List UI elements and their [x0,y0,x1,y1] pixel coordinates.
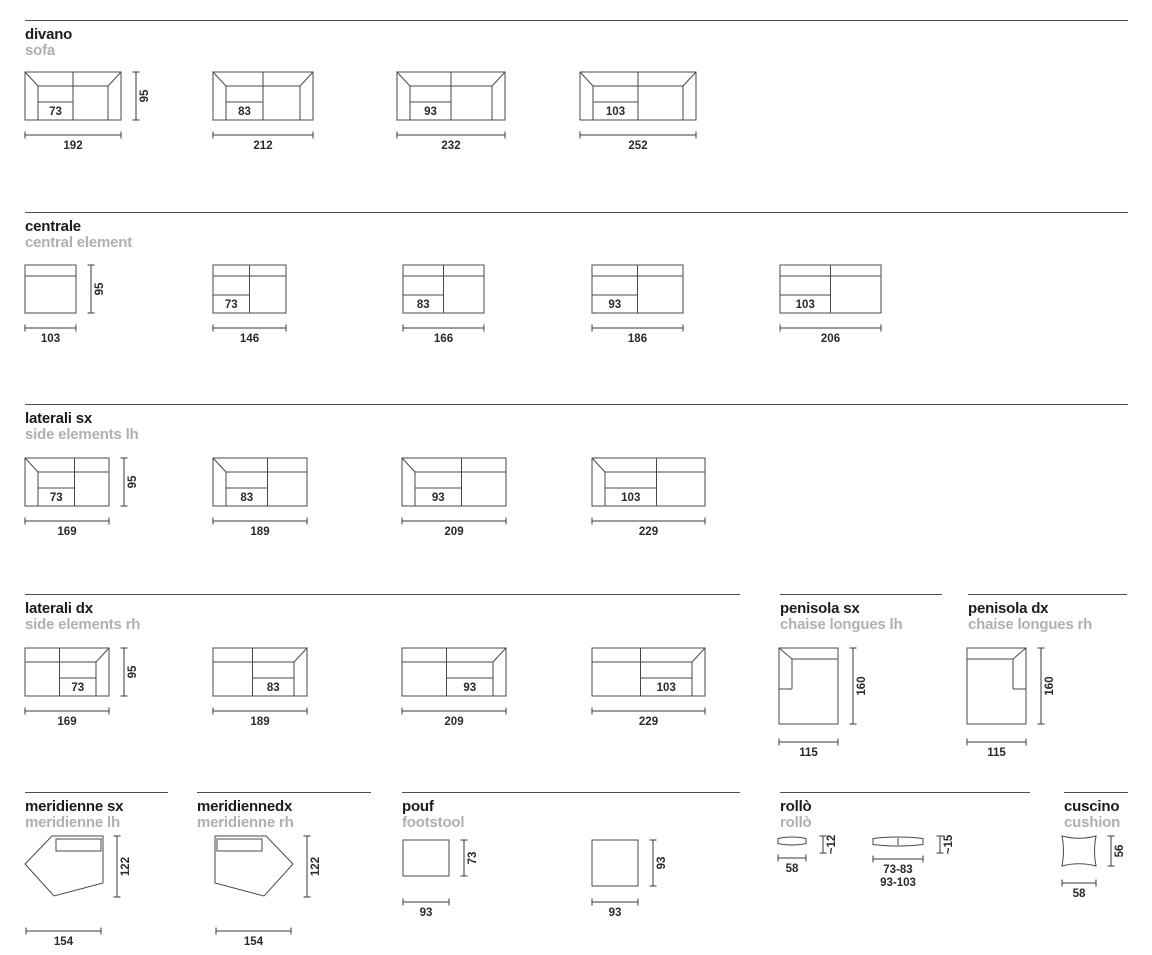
sofa-left-drawing [400,456,568,540]
section-title-divano: divano [25,26,73,43]
module-pouf [590,838,700,924]
depth-dim-label: ~12 [826,834,838,855]
width-dim-label: 115 [799,747,818,759]
depth-dim [88,265,107,313]
seat-dim-label: 93 [431,492,445,504]
sofa-left-drawing [23,456,171,540]
section-subtitle-divano: sofa [25,42,56,59]
bolster-drawing [871,834,985,896]
module-central-split [590,263,745,347]
width-dim-label: 209 [444,716,464,728]
depth-dim [1038,648,1057,724]
width-dim-label: 206 [820,333,841,345]
section-title-rollo: rollò [780,798,812,815]
width-dim-label: 252 [628,140,648,152]
module-sofa-right [23,646,171,730]
depth-dim [850,648,869,724]
module-sofa-left [23,456,171,540]
width-dim [967,739,1026,760]
width-dim [592,708,705,729]
width-dim [1062,880,1096,901]
width-dim [25,132,121,153]
seat-dim-label: 83 [240,492,254,504]
sofa-left-drawing [590,456,767,540]
module-central-split [401,263,546,347]
central-plain-drawing [23,263,138,347]
section-subtitle-laterali-sx: side elements lh [25,426,139,443]
width-dim [780,325,881,346]
width-dim [26,928,101,949]
central-split-drawing [590,263,745,347]
section-subtitle-meridienne-sx: meridienne lh [25,814,120,831]
width-dim-label: 58 [1072,888,1086,900]
width-dim [592,899,638,920]
seat-dim-label: 93 [608,299,622,311]
module-sofa [23,70,183,154]
seat-dim-label: 83 [266,682,280,694]
section-rule-centrale [25,212,1128,213]
module-sofa-left [590,456,767,540]
section-subtitle-pouf: footstool [402,814,465,831]
width-dim [213,132,313,153]
module-sofa-right [590,646,767,730]
depth-dim [820,835,839,855]
depth-dim-label: 95 [139,89,151,103]
section-subtitle-penisola-dx: chaise longues rh [968,616,1093,633]
module-sofa-right [400,646,568,730]
width-dim [779,739,838,760]
width-dim-label: 166 [433,333,454,345]
width-dim-label: 212 [253,140,273,152]
section-rule-penisola-dx [968,594,1127,595]
seat-dim-label: 83 [238,106,251,118]
width-dim [402,518,506,539]
width-dim-label: 73-83 [883,864,913,876]
depth-dim-label: 95 [94,282,106,296]
section-subtitle-laterali-dx: side elements rh [25,616,141,633]
seat-dim-label: 73 [49,492,63,504]
width-dim-label: 232 [441,140,461,152]
depth-dim [937,834,956,854]
width-dim-label: 192 [63,140,83,152]
depth-dim [114,836,133,897]
section-rule-laterali-sx [25,404,1128,405]
module-central-split [211,263,348,347]
width-dim-label: 103 [40,333,61,345]
module-meridienne-left [23,834,153,952]
width-dim [592,325,683,346]
width-dim-label: 93 [608,907,622,919]
seat-dim-label: 93 [463,682,477,694]
width-dim [213,325,286,346]
module-sofa [395,70,567,154]
depth-dim-label: 95 [127,475,139,489]
width-dim-label: 146 [239,333,260,345]
sofa-drawing [211,70,375,154]
section-subtitle-penisola-sx: chaise longues lh [780,616,903,633]
bolster-drawing [776,834,868,896]
depth-dim-label: 73 [467,851,479,865]
pouf-drawing [401,838,511,924]
depth-dim-label: 122 [310,856,322,877]
module-bolster [871,834,985,896]
section-rule-meridienne-dx [197,792,371,793]
width-dim-label: 186 [627,333,648,345]
module-sofa-right [211,646,369,730]
section-rule-divano [25,20,1128,21]
chaise-left-drawing [777,646,900,762]
section-title-penisola-dx: penisola dx [968,600,1049,617]
seat-dim-label: 93 [424,106,437,118]
width-dim [25,518,109,539]
section-title-laterali-sx: laterali sx [25,410,93,427]
module-central-plain [23,263,138,347]
width-dim [592,518,705,539]
width-dim-label: 58 [785,863,799,875]
width-dim [403,899,449,920]
cushion-drawing [1060,834,1152,904]
depth-dim [304,836,323,897]
section-subtitle-meridienne-dx: meridienne rh [197,814,294,831]
section-rule-laterali-dx [25,594,740,595]
width-dim-label: 189 [250,526,270,538]
depth-dim-label: ~15 [943,834,955,855]
module-cushion [1060,834,1152,904]
section-rule-meridienne-sx [25,792,168,793]
section-title-centrale: centrale [25,218,81,235]
module-meridienne-right [213,834,343,952]
depth-dim-label: 122 [120,856,132,877]
width-dim-label: 229 [638,716,659,728]
module-sofa [578,70,758,154]
module-bolster [776,834,868,896]
depth-dim [121,458,140,506]
seat-dim-label: 103 [621,492,641,504]
section-title-penisola-sx: penisola sx [780,600,860,617]
depth-dim-label: 160 [856,676,868,696]
width-dim [402,708,506,729]
section-rule-pouf [402,792,740,793]
depth-dim [650,840,669,886]
width-dim-label: 169 [57,716,77,728]
section-title-laterali-dx: laterali dx [25,600,93,617]
chaise-right-drawing [965,646,1088,762]
width-dim-label: 154 [53,936,74,948]
section-rule-penisola-sx [780,594,942,595]
sofa-left-drawing [211,456,369,540]
depth-dim [121,648,140,696]
width-dim-label: 229 [638,526,659,538]
sofa-drawing [395,70,567,154]
section-title-pouf: pouf [402,798,434,815]
width-dim [403,325,484,346]
sofa-drawing [578,70,758,154]
module-central-split [778,263,943,347]
width-dim-label: 209 [444,526,464,538]
module-chaise-left [777,646,900,762]
section-subtitle-centrale: central element [25,234,133,251]
seat-dim-label: 103 [656,682,676,694]
width-dim-label: 154 [243,936,264,948]
central-split-drawing [778,263,943,347]
meridienne-left-drawing [23,834,153,952]
depth-dim [133,72,152,120]
section-subtitle-cuscino: cushion [1064,814,1121,831]
seat-dim-label: 103 [795,299,815,311]
seat-dim-label: 103 [605,106,626,118]
seat-dim-label: 73 [49,106,62,118]
width-dim [397,132,505,153]
section-title-meridienne-dx: meridiennedx [197,798,293,815]
section-title-cuscino: cuscino [1064,798,1120,815]
depth-dim-label: 93 [656,856,668,870]
section-subtitle-rollo: rollò [780,814,812,831]
width-dim [213,708,307,729]
module-pouf [401,838,511,924]
width-dim [213,518,307,539]
section-title-meridienne-sx: meridienne sx [25,798,124,815]
section-rule-rollo [780,792,1030,793]
pouf-drawing [590,838,700,924]
seat-dim-label: 73 [224,299,238,311]
module-chaise-right [965,646,1088,762]
width-dim [25,325,76,346]
depth-dim [1108,836,1127,866]
depth-dim-label: 56 [1114,844,1126,858]
sofa-right-drawing [23,646,171,730]
width-dim-label: 189 [250,716,270,728]
width-dim-label: 169 [57,526,77,538]
width-dim [580,132,696,153]
module-sofa [211,70,375,154]
width-dim [216,928,291,949]
width-dim [25,708,109,729]
depth-dim-label: 95 [127,665,139,679]
module-sofa-left [211,456,369,540]
section-rule-cuscino [1064,792,1128,793]
sofa-right-drawing [211,646,369,730]
meridienne-right-drawing [213,834,343,952]
width-dim [873,856,923,877]
width-dim-label-2: 93-103 [880,877,916,889]
depth-dim-label: 160 [1044,676,1056,696]
sofa-right-drawing [400,646,568,730]
width-dim-label: 93 [419,907,433,919]
module-sofa-left [400,456,568,540]
width-dim-label: 115 [987,747,1006,759]
seat-dim-label: 73 [71,682,85,694]
seat-dim-label: 83 [416,299,430,311]
width-dim [778,855,806,876]
sofa-drawing [23,70,183,154]
sofa-right-drawing [590,646,767,730]
depth-dim [461,840,480,876]
central-split-drawing [211,263,348,347]
central-split-drawing [401,263,546,347]
